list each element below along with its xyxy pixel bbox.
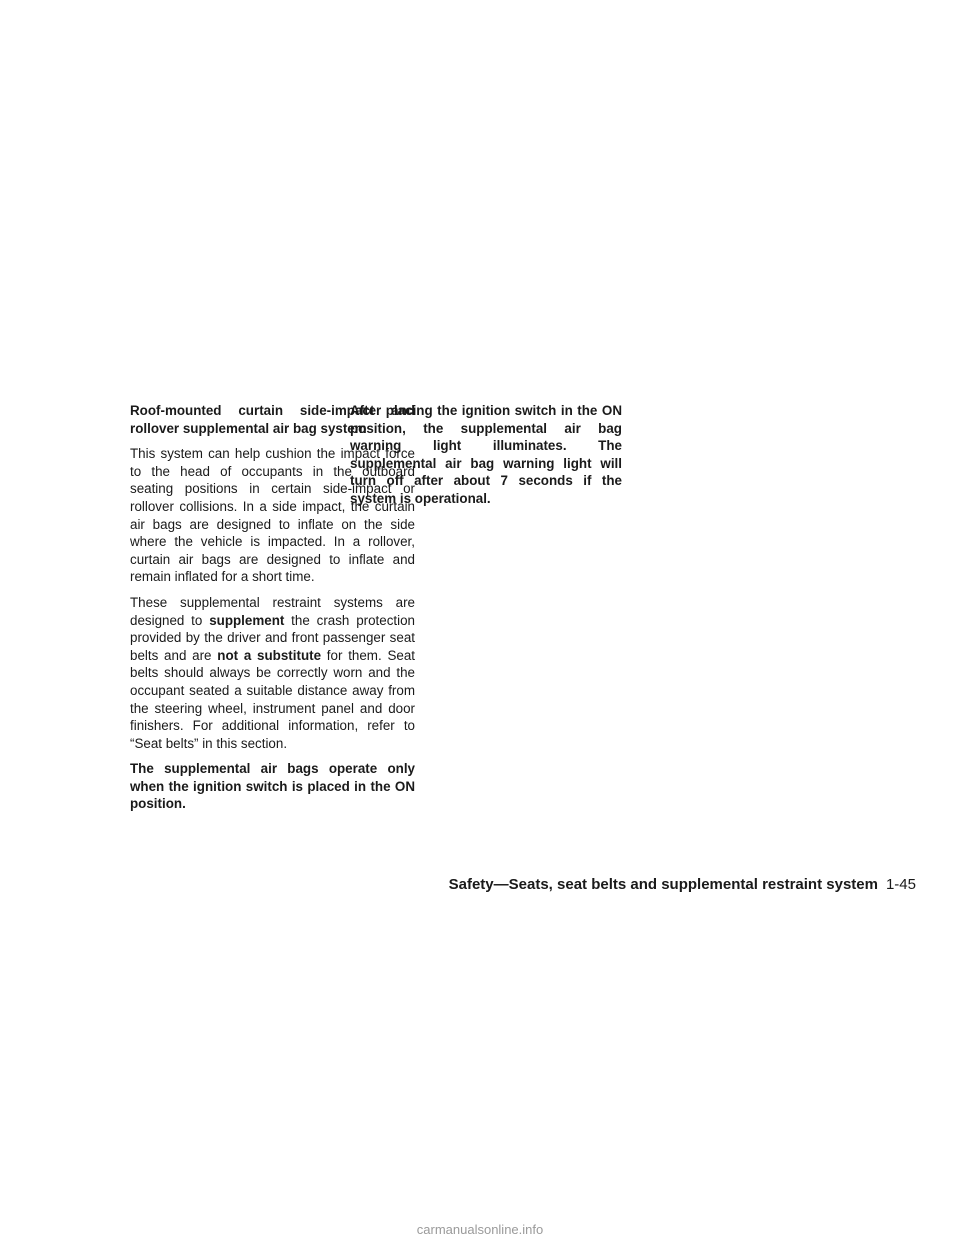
section-heading: Roof-mounted curtain side-impact and rollover supplemental air bag system [130, 403, 415, 436]
watermark: carmanualsonline.info [416, 1222, 544, 1237]
paragraph-supplemental-restraint: These supplemental restraint systems are designed to supplement the crash protection provided by the driver and front passenger seat belts and are not a substitute for them. Seat belts should always be correctly worn and the occupant seated a suitable distance away from the steering wheel, instrument panel and door finishers. For additional information, refer to “Seat belts” in this section. [130, 594, 415, 751]
emphasis-not-a-substitute: not a substitute [217, 647, 322, 663]
paragraph-warning-light: After placing the ignition switch in the ON position, the supplemental air bag warning light illuminates. The supplemental air bag warning light will turn off after about 7 seconds if the system is operational. [350, 403, 622, 506]
paragraph-ignition-note: The supplemental air bags operate only when the ignition switch is placed in the ON position. [130, 761, 415, 812]
footer-section-title: Safety—Seats, seat belts and supplemental restraint system [448, 876, 878, 893]
emphasis-supplement: supplement [209, 612, 285, 628]
paragraph-curtain-airbag: This system can help cushion the impact force to the head of occupants in the outboard seating positions in certain side-impact or rollover collisions. In a side impact, the curtain air bags are designed to inflate on the side where the vehicle is impacted. In a rollover, curtain air bags are designed to inflate and remain inflated for a short time. [130, 446, 415, 585]
page-number: 1-45 [885, 876, 916, 893]
page-footer [449, 876, 916, 893]
right-column [350, 402, 622, 516]
